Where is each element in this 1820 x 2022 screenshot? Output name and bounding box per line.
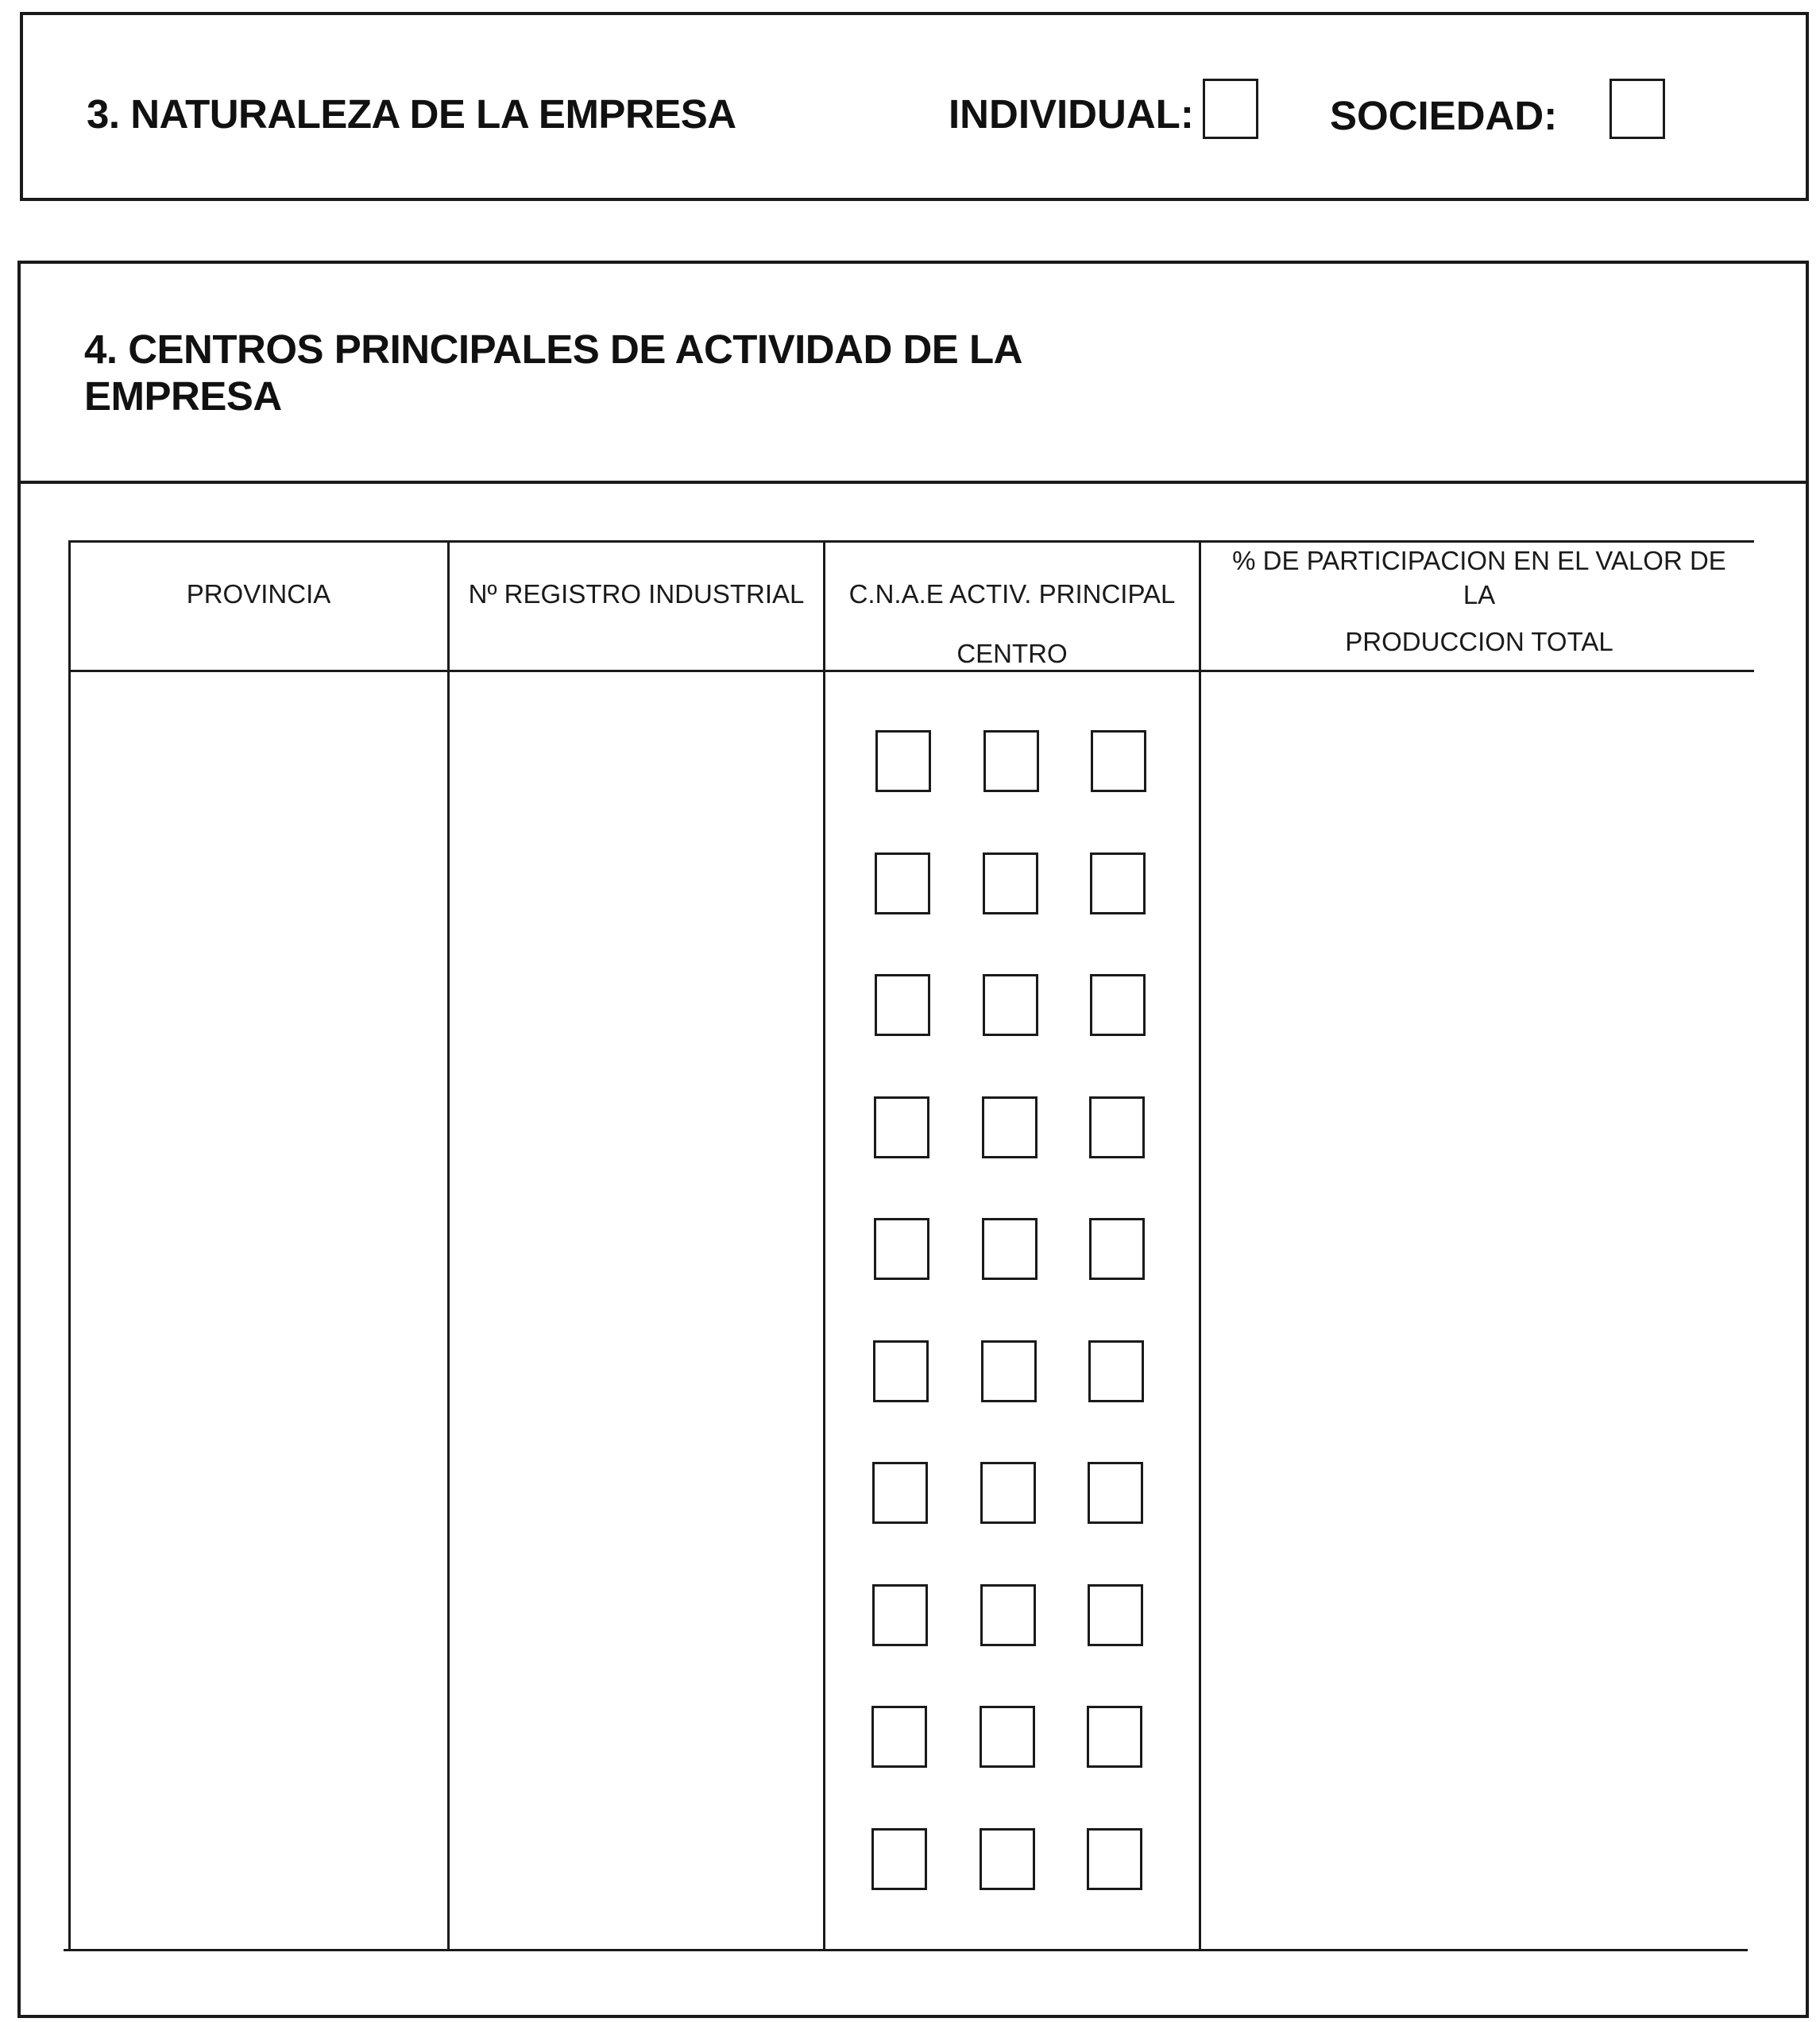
cnae-digit-box[interactable] xyxy=(872,1462,928,1524)
col-header-registro: Nº REGISTRO INDUSTRIAL xyxy=(468,579,805,609)
cnae-digit-box[interactable] xyxy=(983,730,1039,792)
cnae-digit-box[interactable] xyxy=(875,974,930,1036)
cnae-digit-box[interactable] xyxy=(1087,1706,1142,1768)
cnae-digit-box[interactable] xyxy=(1089,1218,1145,1280)
cnae-digit-box[interactable] xyxy=(983,974,1038,1036)
cnae-digit-box[interactable] xyxy=(1091,730,1146,792)
table-top-rule xyxy=(70,540,1754,543)
col-header-participacion-line1: % DE PARTICIPACION EN EL VALOR DE xyxy=(1232,546,1726,575)
section-4-title-line1: 4. CENTROS PRINCIPALES DE ACTIVIDAD DE LA xyxy=(84,327,1022,372)
cnae-digit-box[interactable] xyxy=(980,1828,1035,1890)
cnae-digit-box[interactable] xyxy=(1087,1828,1142,1890)
table-col-line-3 xyxy=(1199,540,1201,1950)
cnae-digit-box[interactable] xyxy=(1090,852,1146,914)
section-4-title-line2: EMPRESA xyxy=(84,373,282,419)
cnae-digit-box[interactable] xyxy=(874,1218,929,1280)
cnae-digit-box[interactable] xyxy=(871,1828,927,1890)
cnae-digit-box[interactable] xyxy=(980,1706,1035,1768)
cnae-digit-box[interactable] xyxy=(1090,974,1146,1036)
table-bottom-rule xyxy=(64,1949,1748,1951)
table-col-line-0 xyxy=(68,540,71,1950)
table-col-line-2 xyxy=(823,540,825,1950)
col-header-provincia: PROVINCIA xyxy=(186,579,331,609)
col-header-participacion-line2: LA xyxy=(1463,580,1496,609)
cnae-digit-box[interactable] xyxy=(980,1462,1036,1524)
cnae-digit-box[interactable] xyxy=(874,1096,929,1158)
cnae-digit-box[interactable] xyxy=(981,1340,1037,1402)
cnae-digit-box[interactable] xyxy=(1088,1584,1143,1646)
cnae-digit-box[interactable] xyxy=(983,852,1038,914)
individual-label: INDIVIDUAL: xyxy=(949,91,1194,137)
cnae-digit-box[interactable] xyxy=(873,1340,929,1402)
sociedad-label: SOCIEDAD: xyxy=(1330,93,1558,138)
col-header-cnae-line2: CENTRO xyxy=(956,639,1068,668)
cnae-digit-box[interactable] xyxy=(982,1096,1038,1158)
cnae-digit-box[interactable] xyxy=(1089,1096,1145,1158)
cnae-digit-box[interactable] xyxy=(871,1706,927,1768)
col-header-participacion-line3: PRODUCCION TOTAL xyxy=(1345,627,1613,656)
cnae-digit-box[interactable] xyxy=(982,1218,1038,1280)
cnae-digit-box[interactable] xyxy=(875,730,931,792)
col-header-cnae-line1: C.N.A.E ACTIV. PRINCIPAL xyxy=(848,579,1176,609)
section-3-title: 3. NATURALEZA DE LA EMPRESA xyxy=(87,91,736,137)
cnae-digit-box[interactable] xyxy=(872,1584,928,1646)
table-col-line-1 xyxy=(447,540,450,1950)
cnae-digit-box[interactable] xyxy=(1088,1340,1144,1402)
cnae-digit-box[interactable] xyxy=(1088,1462,1143,1524)
cnae-digit-box[interactable] xyxy=(875,852,930,914)
cnae-digit-box[interactable] xyxy=(980,1584,1036,1646)
